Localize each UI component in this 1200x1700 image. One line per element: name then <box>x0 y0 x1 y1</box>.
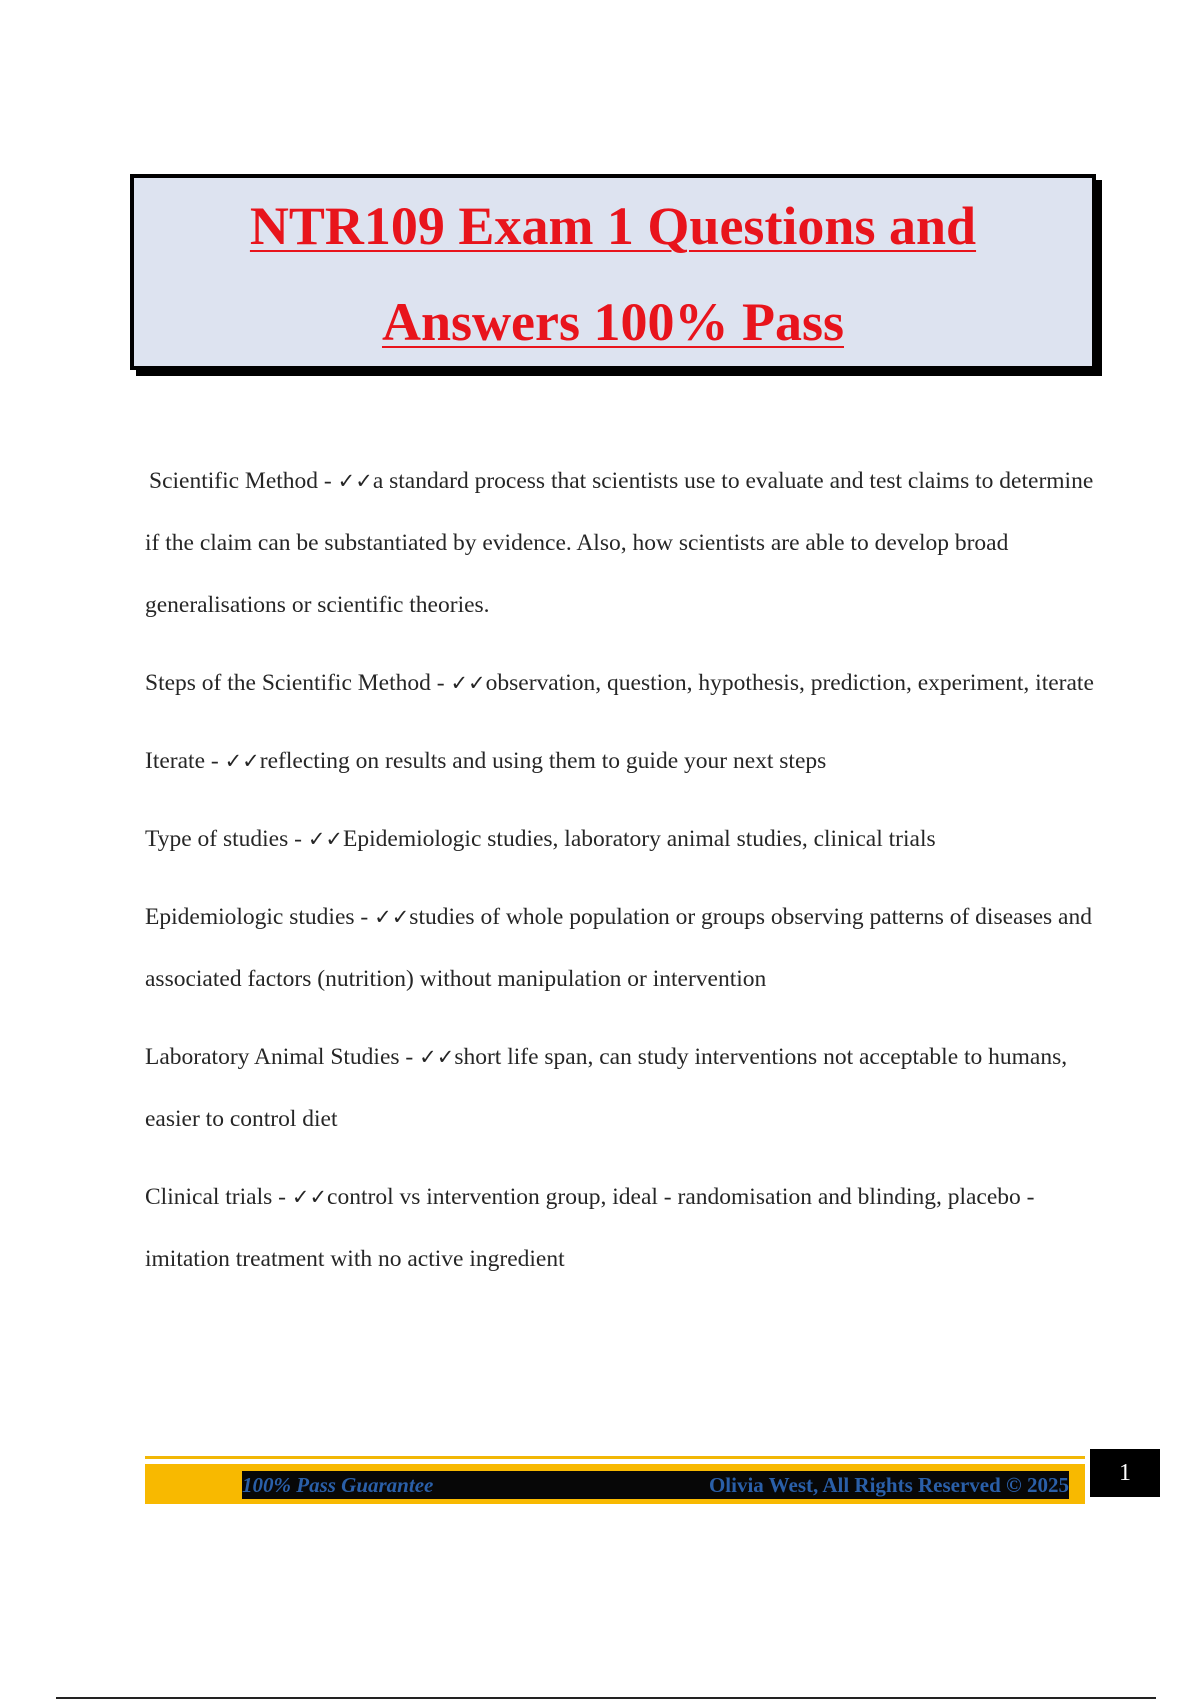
qa-item <box>145 652 1095 714</box>
footer-inner <box>242 1471 1069 1499</box>
double-check-icon: ✓✓ <box>337 469 373 493</box>
footer-copyright-text: Olivia West, All Rights Reserved © 2025 <box>708 1472 1069 1497</box>
double-check-icon: ✓✓ <box>291 1185 328 1209</box>
footer-guarantee-text: 100% Pass Guarantee <box>242 1472 434 1497</box>
qa-item <box>145 450 1095 636</box>
qa-term: Laboratory Animal Studies - <box>145 1044 420 1070</box>
qa-item <box>145 1026 1095 1150</box>
qa-answer: reflecting on results and using them to guide your next steps <box>259 748 827 774</box>
qa-item <box>145 808 1095 870</box>
qa-term: Type of studies - <box>145 826 308 852</box>
qa-answer: Epidemiologic studies, laboratory animal studies, clinical trials <box>343 826 936 852</box>
qa-answer: short life span, can study interventions not acceptable to humans, easier to control diet <box>145 1044 1068 1132</box>
qa-term: Steps of the Scientific Method - <box>145 670 451 696</box>
qa-item <box>145 1166 1095 1290</box>
page-number: 1 <box>1090 1449 1160 1497</box>
footer-divider <box>145 1456 1085 1459</box>
double-check-icon: ✓✓ <box>224 749 260 773</box>
qa-answer: studies of whole population or groups observing patterns of diseases and associated factors (nutrition) without manipulation or intervention <box>145 904 1092 992</box>
double-check-icon: ✓✓ <box>419 1045 455 1069</box>
qa-term: Clinical trials - <box>145 1184 292 1210</box>
title-banner <box>130 174 1096 370</box>
qa-term: Epidemiologic studies - <box>145 904 375 930</box>
double-check-icon: ✓✓ <box>374 905 410 929</box>
qa-term: Iterate - <box>145 748 225 774</box>
qa-item <box>145 730 1095 792</box>
qa-answer: control vs intervention group, ideal - randomisation and blinding, placebo - imitation treatment with no active ingredient <box>145 1184 1035 1272</box>
double-check-icon: ✓✓ <box>307 827 344 851</box>
qa-term: Scientific Method - <box>149 468 338 494</box>
document-title-line-1: NTR109 Exam 1 Questions and <box>249 196 977 256</box>
qa-answer: observation, question, hypothesis, prediction, experiment, iterate <box>485 670 1094 696</box>
qa-answer: a standard process that scientists use to evaluate and test claims to determine if the claim can be substantiated by evidence. Also, how scientists are able to develop broad generalisations or scientific theories. <box>145 468 1094 618</box>
footer-bar <box>145 1464 1085 1504</box>
document-title-line-2: Answers 100% Pass <box>381 292 844 352</box>
double-check-icon: ✓✓ <box>450 671 486 695</box>
page-bottom-rule <box>56 1697 1156 1699</box>
qa-item <box>145 886 1095 1010</box>
qa-list <box>145 450 1095 1306</box>
